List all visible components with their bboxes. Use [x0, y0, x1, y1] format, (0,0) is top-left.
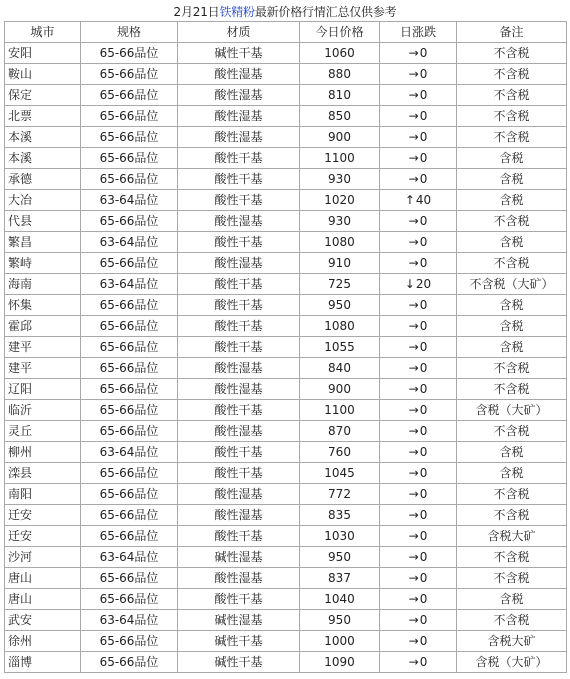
note-cell: 不含税: [457, 127, 567, 148]
note-cell: 含税大矿: [457, 631, 567, 652]
spec-cell: 63-64品位: [81, 190, 178, 211]
change-cell: [380, 169, 457, 190]
spec-cell: 65-66品位: [81, 400, 178, 421]
change-cell: [380, 547, 457, 568]
spec-cell: 65-66品位: [81, 379, 178, 400]
change-value: 0: [419, 403, 428, 417]
change-cell: [380, 64, 457, 85]
arrow-right-icon: →: [408, 382, 419, 396]
change-value: 0: [419, 172, 428, 186]
price-cell: 725: [300, 274, 380, 295]
change-cell: [380, 442, 457, 463]
arrow-down-icon: ↓: [404, 277, 415, 291]
table-row: [5, 358, 567, 379]
change-cell: [380, 610, 457, 631]
change-value: 20: [415, 277, 432, 291]
change-value: 0: [419, 550, 428, 564]
spec-cell: 65-66品位: [81, 568, 178, 589]
change-value: 0: [419, 466, 428, 480]
change-cell: [380, 253, 457, 274]
change-value: 0: [419, 424, 428, 438]
city-cell: 徐州: [5, 631, 81, 652]
material-cell: 酸性干基: [178, 526, 300, 547]
change-value: 0: [419, 46, 428, 60]
arrow-right-icon: →: [408, 466, 419, 480]
city-cell: 临沂: [5, 400, 81, 421]
price-cell: 900: [300, 127, 380, 148]
change-value: 0: [419, 109, 428, 123]
table-row: [5, 295, 567, 316]
price-cell: 910: [300, 253, 380, 274]
column-header-material: 材质: [178, 22, 300, 43]
change-cell: [380, 526, 457, 547]
change-cell: [380, 358, 457, 379]
table-row: [5, 253, 567, 274]
change-value: 0: [419, 235, 428, 249]
arrow-right-icon: →: [408, 214, 419, 228]
material-cell: 酸性湿基: [178, 484, 300, 505]
arrow-right-icon: →: [408, 46, 419, 60]
arrow-right-icon: →: [408, 172, 419, 186]
city-cell: 柳州: [5, 442, 81, 463]
title-text: 最新价格行情汇总仅供参考: [254, 5, 397, 19]
price-cell: 950: [300, 547, 380, 568]
city-cell: 建平: [5, 358, 81, 379]
price-cell: 1080: [300, 316, 380, 337]
table-row: [5, 442, 567, 463]
change-value: 0: [419, 487, 428, 501]
change-cell: [380, 379, 457, 400]
change-cell: [380, 589, 457, 610]
change-value: 0: [419, 508, 428, 522]
spec-cell: 65-66品位: [81, 589, 178, 610]
city-cell: 海南: [5, 274, 81, 295]
note-cell: 不含税: [457, 421, 567, 442]
arrow-right-icon: →: [408, 67, 419, 81]
city-cell: 辽阳: [5, 379, 81, 400]
city-cell: 安阳: [5, 43, 81, 64]
spec-cell: 63-64品位: [81, 547, 178, 568]
city-cell: 唐山: [5, 568, 81, 589]
spec-cell: 65-66品位: [81, 505, 178, 526]
spec-cell: 65-66品位: [81, 337, 178, 358]
material-cell: 酸性湿基: [178, 505, 300, 526]
note-cell: 不含税: [457, 568, 567, 589]
material-cell: 酸性湿基: [178, 253, 300, 274]
table-row: [5, 379, 567, 400]
note-cell: 不含税: [457, 211, 567, 232]
price-table: [4, 21, 567, 673]
material-cell: 酸性湿基: [178, 421, 300, 442]
material-cell: 碱性干基: [178, 652, 300, 673]
city-cell: 代县: [5, 211, 81, 232]
arrow-right-icon: →: [408, 445, 419, 459]
table-row: [5, 211, 567, 232]
city-cell: 灵丘: [5, 421, 81, 442]
table-row: [5, 64, 567, 85]
material-cell: 酸性干基: [178, 232, 300, 253]
table-row: [5, 610, 567, 631]
note-cell: 不含税: [457, 85, 567, 106]
price-cell: 1080: [300, 232, 380, 253]
change-cell: [380, 316, 457, 337]
city-cell: 迁安: [5, 526, 81, 547]
city-cell: 承德: [5, 169, 81, 190]
change-cell: [380, 652, 457, 673]
table-row: [5, 421, 567, 442]
note-cell: 含税: [457, 442, 567, 463]
price-cell: 1090: [300, 652, 380, 673]
note-cell: 含税大矿: [457, 526, 567, 547]
table-row: [5, 589, 567, 610]
note-cell: 含税: [457, 232, 567, 253]
column-header-note: 备注: [457, 22, 567, 43]
arrow-right-icon: →: [408, 88, 419, 102]
note-cell: 不含税: [457, 106, 567, 127]
material-cell: 碱性湿基: [178, 547, 300, 568]
column-header-spec: 规格: [81, 22, 178, 43]
table-row: [5, 631, 567, 652]
spec-cell: 65-66品位: [81, 64, 178, 85]
arrow-right-icon: →: [408, 592, 419, 606]
city-cell: 建平: [5, 337, 81, 358]
city-cell: 淄博: [5, 652, 81, 673]
column-header-price: 今日价格: [300, 22, 380, 43]
material-cell: 酸性干基: [178, 148, 300, 169]
material-cell: 碱性干基: [178, 631, 300, 652]
note-cell: 不含税: [457, 64, 567, 85]
city-cell: 唐山: [5, 589, 81, 610]
price-cell: 835: [300, 505, 380, 526]
change-cell: [380, 148, 457, 169]
material-cell: 酸性干基: [178, 589, 300, 610]
note-cell: 含税: [457, 589, 567, 610]
table-row: [5, 505, 567, 526]
city-cell: 繁峙: [5, 253, 81, 274]
price-cell: 930: [300, 169, 380, 190]
table-row: [5, 127, 567, 148]
table-row: [5, 106, 567, 127]
note-cell: 不含税: [457, 379, 567, 400]
price-cell: 1045: [300, 463, 380, 484]
table-header-row: [5, 22, 567, 43]
change-cell: [380, 190, 457, 211]
arrow-right-icon: →: [408, 634, 419, 648]
price-cell: 760: [300, 442, 380, 463]
table-row: [5, 190, 567, 211]
change-value: 0: [419, 529, 428, 543]
material-cell: 酸性干基: [178, 274, 300, 295]
change-value: 0: [419, 88, 428, 102]
note-cell: 含税: [457, 190, 567, 211]
spec-cell: 65-66品位: [81, 484, 178, 505]
price-cell: 1060: [300, 43, 380, 64]
arrow-right-icon: →: [408, 340, 419, 354]
arrow-right-icon: →: [408, 256, 419, 270]
spec-cell: 63-64品位: [81, 274, 178, 295]
note-cell: 含税: [457, 148, 567, 169]
spec-cell: 65-66品位: [81, 295, 178, 316]
arrow-right-icon: →: [408, 319, 419, 333]
price-cell: 1020: [300, 190, 380, 211]
arrow-right-icon: →: [408, 403, 419, 417]
change-cell: [380, 631, 457, 652]
price-report: [4, 3, 566, 673]
change-cell: [380, 295, 457, 316]
arrow-right-icon: →: [408, 655, 419, 669]
change-cell: [380, 211, 457, 232]
spec-cell: 65-66品位: [81, 463, 178, 484]
change-cell: [380, 274, 457, 295]
change-value: 40: [415, 193, 432, 207]
spec-cell: 65-66品位: [81, 211, 178, 232]
price-cell: 850: [300, 106, 380, 127]
city-cell: 繁昌: [5, 232, 81, 253]
note-cell: 不含税: [457, 43, 567, 64]
arrow-right-icon: →: [408, 424, 419, 438]
note-cell: 含税（大矿）: [457, 400, 567, 421]
price-cell: 1100: [300, 400, 380, 421]
change-value: 0: [419, 571, 428, 585]
material-cell: 碱性湿基: [178, 610, 300, 631]
material-cell: 酸性湿基: [178, 106, 300, 127]
spec-cell: 65-66品位: [81, 316, 178, 337]
table-row: [5, 169, 567, 190]
arrow-right-icon: →: [408, 529, 419, 543]
material-cell: 碱性干基: [178, 43, 300, 64]
city-cell: 北票: [5, 106, 81, 127]
material-cell: 酸性湿基: [178, 358, 300, 379]
price-cell: 880: [300, 64, 380, 85]
change-cell: [380, 463, 457, 484]
spec-cell: 65-66品位: [81, 85, 178, 106]
spec-cell: 65-66品位: [81, 148, 178, 169]
price-cell: 950: [300, 295, 380, 316]
change-value: 0: [419, 361, 428, 375]
note-cell: 不含税: [457, 610, 567, 631]
report-title: [4, 3, 566, 21]
table-row: [5, 463, 567, 484]
material-cell: 酸性湿基: [178, 568, 300, 589]
arrow-right-icon: →: [408, 151, 419, 165]
change-value: 0: [419, 613, 428, 627]
table-row: [5, 274, 567, 295]
city-cell: 大冶: [5, 190, 81, 211]
spec-cell: 65-66品位: [81, 421, 178, 442]
note-cell: 含税（大矿）: [457, 652, 567, 673]
city-cell: 本溪: [5, 127, 81, 148]
price-cell: 840: [300, 358, 380, 379]
table-row: [5, 400, 567, 421]
arrow-right-icon: →: [408, 235, 419, 249]
material-cell: 酸性干基: [178, 295, 300, 316]
spec-cell: 65-66品位: [81, 169, 178, 190]
change-cell: [380, 505, 457, 526]
change-cell: [380, 400, 457, 421]
note-cell: 含税: [457, 295, 567, 316]
material-cell: 酸性湿基: [178, 64, 300, 85]
city-cell: 武安: [5, 610, 81, 631]
material-cell: 酸性干基: [178, 400, 300, 421]
note-cell: 不含税（大矿）: [457, 274, 567, 295]
arrow-up-icon: ↑: [404, 193, 415, 207]
city-cell: 霍邱: [5, 316, 81, 337]
change-value: 0: [419, 445, 428, 459]
change-value: 0: [419, 319, 428, 333]
material-cell: 酸性干基: [178, 337, 300, 358]
change-cell: [380, 568, 457, 589]
price-cell: 1040: [300, 589, 380, 610]
note-cell: 含税: [457, 316, 567, 337]
table-row: [5, 568, 567, 589]
material-cell: 酸性干基: [178, 169, 300, 190]
price-cell: 930: [300, 211, 380, 232]
material-cell: 酸性干基: [178, 442, 300, 463]
spec-cell: 63-64品位: [81, 610, 178, 631]
arrow-right-icon: →: [408, 361, 419, 375]
table-row: [5, 148, 567, 169]
spec-cell: 65-66品位: [81, 358, 178, 379]
arrow-right-icon: →: [408, 487, 419, 501]
note-cell: 不含税: [457, 505, 567, 526]
material-cell: 酸性干基: [178, 463, 300, 484]
note-cell: 不含税: [457, 253, 567, 274]
price-cell: 1100: [300, 148, 380, 169]
column-header-change: 日涨跌: [380, 22, 457, 43]
material-cell: 酸性湿基: [178, 211, 300, 232]
table-row: [5, 526, 567, 547]
table-row: [5, 232, 567, 253]
arrow-right-icon: →: [408, 298, 419, 312]
table-row: [5, 43, 567, 64]
spec-cell: 65-66品位: [81, 253, 178, 274]
note-cell: 含税: [457, 169, 567, 190]
note-cell: 含税: [457, 463, 567, 484]
note-cell: 不含税: [457, 358, 567, 379]
city-cell: 滦县: [5, 463, 81, 484]
arrow-right-icon: →: [408, 109, 419, 123]
change-value: 0: [419, 214, 428, 228]
table-row: [5, 652, 567, 673]
column-header-city: 城市: [5, 22, 81, 43]
material-cell: 酸性干基: [178, 190, 300, 211]
city-cell: 保定: [5, 85, 81, 106]
spec-cell: 65-66品位: [81, 106, 178, 127]
change-value: 0: [419, 340, 428, 354]
arrow-right-icon: →: [408, 550, 419, 564]
spec-cell: 65-66品位: [81, 127, 178, 148]
arrow-right-icon: →: [408, 508, 419, 522]
material-cell: 酸性湿基: [178, 127, 300, 148]
spec-cell: 63-64品位: [81, 442, 178, 463]
spec-cell: 65-66品位: [81, 652, 178, 673]
city-cell: 沙河: [5, 547, 81, 568]
change-value: 0: [419, 151, 428, 165]
change-value: 0: [419, 634, 428, 648]
change-value: 0: [419, 130, 428, 144]
price-cell: 1055: [300, 337, 380, 358]
change-cell: [380, 484, 457, 505]
note-cell: 不含税: [457, 484, 567, 505]
change-cell: [380, 421, 457, 442]
note-cell: 不含税: [457, 547, 567, 568]
change-cell: [380, 337, 457, 358]
spec-cell: 65-66品位: [81, 631, 178, 652]
city-cell: 迁安: [5, 505, 81, 526]
table-row: [5, 484, 567, 505]
change-cell: [380, 43, 457, 64]
table-row: [5, 316, 567, 337]
city-cell: 怀集: [5, 295, 81, 316]
spec-cell: 65-66品位: [81, 43, 178, 64]
iron-concentrate-link[interactable]: 铁精粉: [219, 5, 255, 19]
title-date: 2月21日: [173, 5, 220, 19]
change-value: 0: [419, 382, 428, 396]
city-cell: 南阳: [5, 484, 81, 505]
arrow-right-icon: →: [408, 130, 419, 144]
price-cell: 1030: [300, 526, 380, 547]
material-cell: 酸性湿基: [178, 85, 300, 106]
change-value: 0: [419, 592, 428, 606]
price-cell: 900: [300, 379, 380, 400]
material-cell: 酸性干基: [178, 316, 300, 337]
spec-cell: 65-66品位: [81, 526, 178, 547]
city-cell: 鞍山: [5, 64, 81, 85]
material-cell: 酸性湿基: [178, 379, 300, 400]
price-cell: 870: [300, 421, 380, 442]
price-cell: 1000: [300, 631, 380, 652]
note-cell: 含税: [457, 337, 567, 358]
spec-cell: 63-64品位: [81, 232, 178, 253]
table-row: [5, 337, 567, 358]
change-value: 0: [419, 655, 428, 669]
arrow-right-icon: →: [408, 613, 419, 627]
price-cell: 950: [300, 610, 380, 631]
table-row: [5, 547, 567, 568]
price-cell: 810: [300, 85, 380, 106]
city-cell: 本溪: [5, 148, 81, 169]
arrow-right-icon: →: [408, 571, 419, 585]
price-cell: 772: [300, 484, 380, 505]
change-value: 0: [419, 256, 428, 270]
change-cell: [380, 85, 457, 106]
change-value: 0: [419, 298, 428, 312]
change-cell: [380, 232, 457, 253]
price-cell: 837: [300, 568, 380, 589]
change-cell: [380, 127, 457, 148]
change-value: 0: [419, 67, 428, 81]
table-body: [5, 43, 567, 673]
change-cell: [380, 106, 457, 127]
table-row: [5, 85, 567, 106]
